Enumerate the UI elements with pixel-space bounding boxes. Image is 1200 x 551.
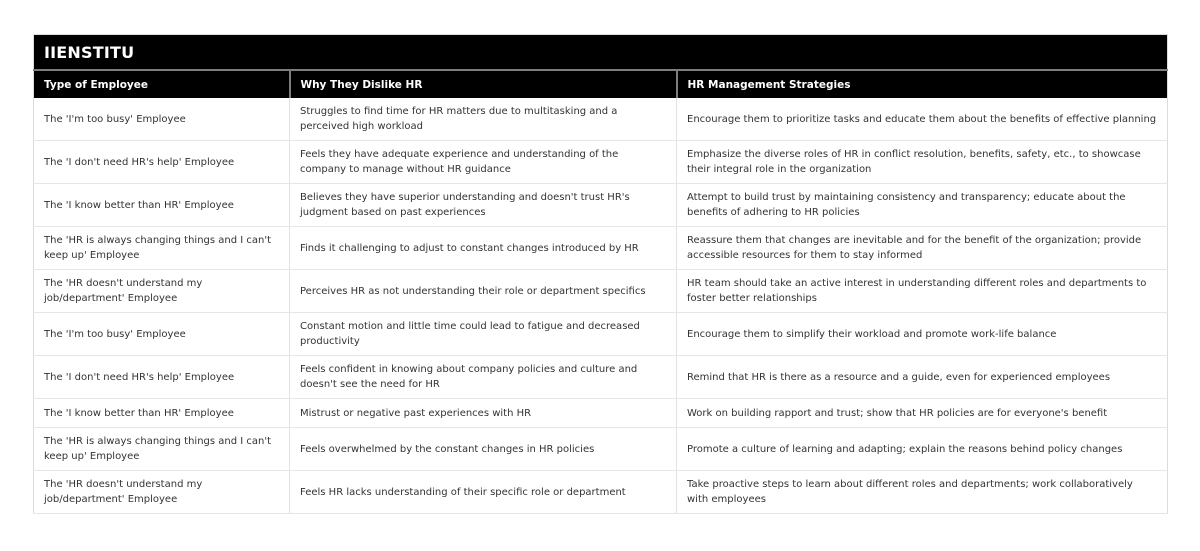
table-row (34, 98, 1168, 141)
cell-strategy: Encourage them to prioritize tasks and educate them about the benefits of effective planning (677, 98, 1168, 141)
column-header-why: Why They Dislike HR (290, 70, 677, 98)
cell-dislike-reason: Mistrust or negative past experiences with HR (290, 399, 677, 428)
cell-dislike-reason: Feels they have adequate experience and understanding of the company to manage without HR guidance (290, 141, 677, 184)
cell-employee-type: The 'I know better than HR' Employee (34, 184, 290, 227)
table-row (34, 356, 1168, 399)
cell-employee-type: The 'I don't need HR's help' Employee (34, 141, 290, 184)
table-title-row (34, 35, 1168, 71)
cell-strategy: Take proactive steps to learn about different roles and departments; work collaboratively with employees (677, 471, 1168, 514)
cell-employee-type: The 'I know better than HR' Employee (34, 399, 290, 428)
table-row (34, 428, 1168, 471)
cell-dislike-reason: Perceives HR as not understanding their role or department specifics (290, 270, 677, 313)
hr-employee-table (33, 34, 1168, 514)
cell-dislike-reason: Struggles to find time for HR matters due to multitasking and a perceived high workload (290, 98, 677, 141)
cell-strategy: Promote a culture of learning and adapting; explain the reasons behind policy changes (677, 428, 1168, 471)
cell-strategy: HR team should take an active interest in understanding different roles and departments to foster better relationships (677, 270, 1168, 313)
cell-dislike-reason: Feels confident in knowing about company policies and culture and doesn't see the need for HR (290, 356, 677, 399)
cell-strategy: Attempt to build trust by maintaining consistency and transparency; educate about the benefits of adhering to HR policies (677, 184, 1168, 227)
cell-employee-type: The 'I'm too busy' Employee (34, 98, 290, 141)
cell-strategy: Encourage them to simplify their workload and promote work-life balance (677, 313, 1168, 356)
table-row (34, 184, 1168, 227)
cell-strategy: Remind that HR is there as a resource and a guide, even for experienced employees (677, 356, 1168, 399)
cell-dislike-reason: Constant motion and little time could lead to fatigue and decreased productivity (290, 313, 677, 356)
column-header-type: Type of Employee (34, 70, 290, 98)
table-container (33, 34, 1167, 514)
table-row (34, 141, 1168, 184)
cell-strategy: Work on building rapport and trust; show that HR policies are for everyone's benefit (677, 399, 1168, 428)
table-row (34, 227, 1168, 270)
cell-employee-type: The 'HR doesn't understand my job/department' Employee (34, 471, 290, 514)
cell-dislike-reason: Feels overwhelmed by the constant changes in HR policies (290, 428, 677, 471)
cell-dislike-reason: Finds it challenging to adjust to constant changes introduced by HR (290, 227, 677, 270)
table-row (34, 471, 1168, 514)
cell-dislike-reason: Feels HR lacks understanding of their specific role or department (290, 471, 677, 514)
cell-strategy: Reassure them that changes are inevitable and for the benefit of the organization; provide accessible resources for them to stay informed (677, 227, 1168, 270)
table-row (34, 313, 1168, 356)
cell-employee-type: The 'HR is always changing things and I can't keep up' Employee (34, 227, 290, 270)
cell-employee-type: The 'HR is always changing things and I can't keep up' Employee (34, 428, 290, 471)
cell-employee-type: The 'I'm too busy' Employee (34, 313, 290, 356)
cell-employee-type: The 'I don't need HR's help' Employee (34, 356, 290, 399)
cell-employee-type: The 'HR doesn't understand my job/department' Employee (34, 270, 290, 313)
table-header-row (34, 70, 1168, 98)
table-title: IIENSTITU (34, 35, 1168, 71)
cell-strategy: Emphasize the diverse roles of HR in conflict resolution, benefits, safety, etc., to showcase their integral role in the organization (677, 141, 1168, 184)
cell-dislike-reason: Believes they have superior understanding and doesn't trust HR's judgment based on past experiences (290, 184, 677, 227)
column-header-strategy: HR Management Strategies (677, 70, 1168, 98)
table-row (34, 270, 1168, 313)
table-row (34, 399, 1168, 428)
